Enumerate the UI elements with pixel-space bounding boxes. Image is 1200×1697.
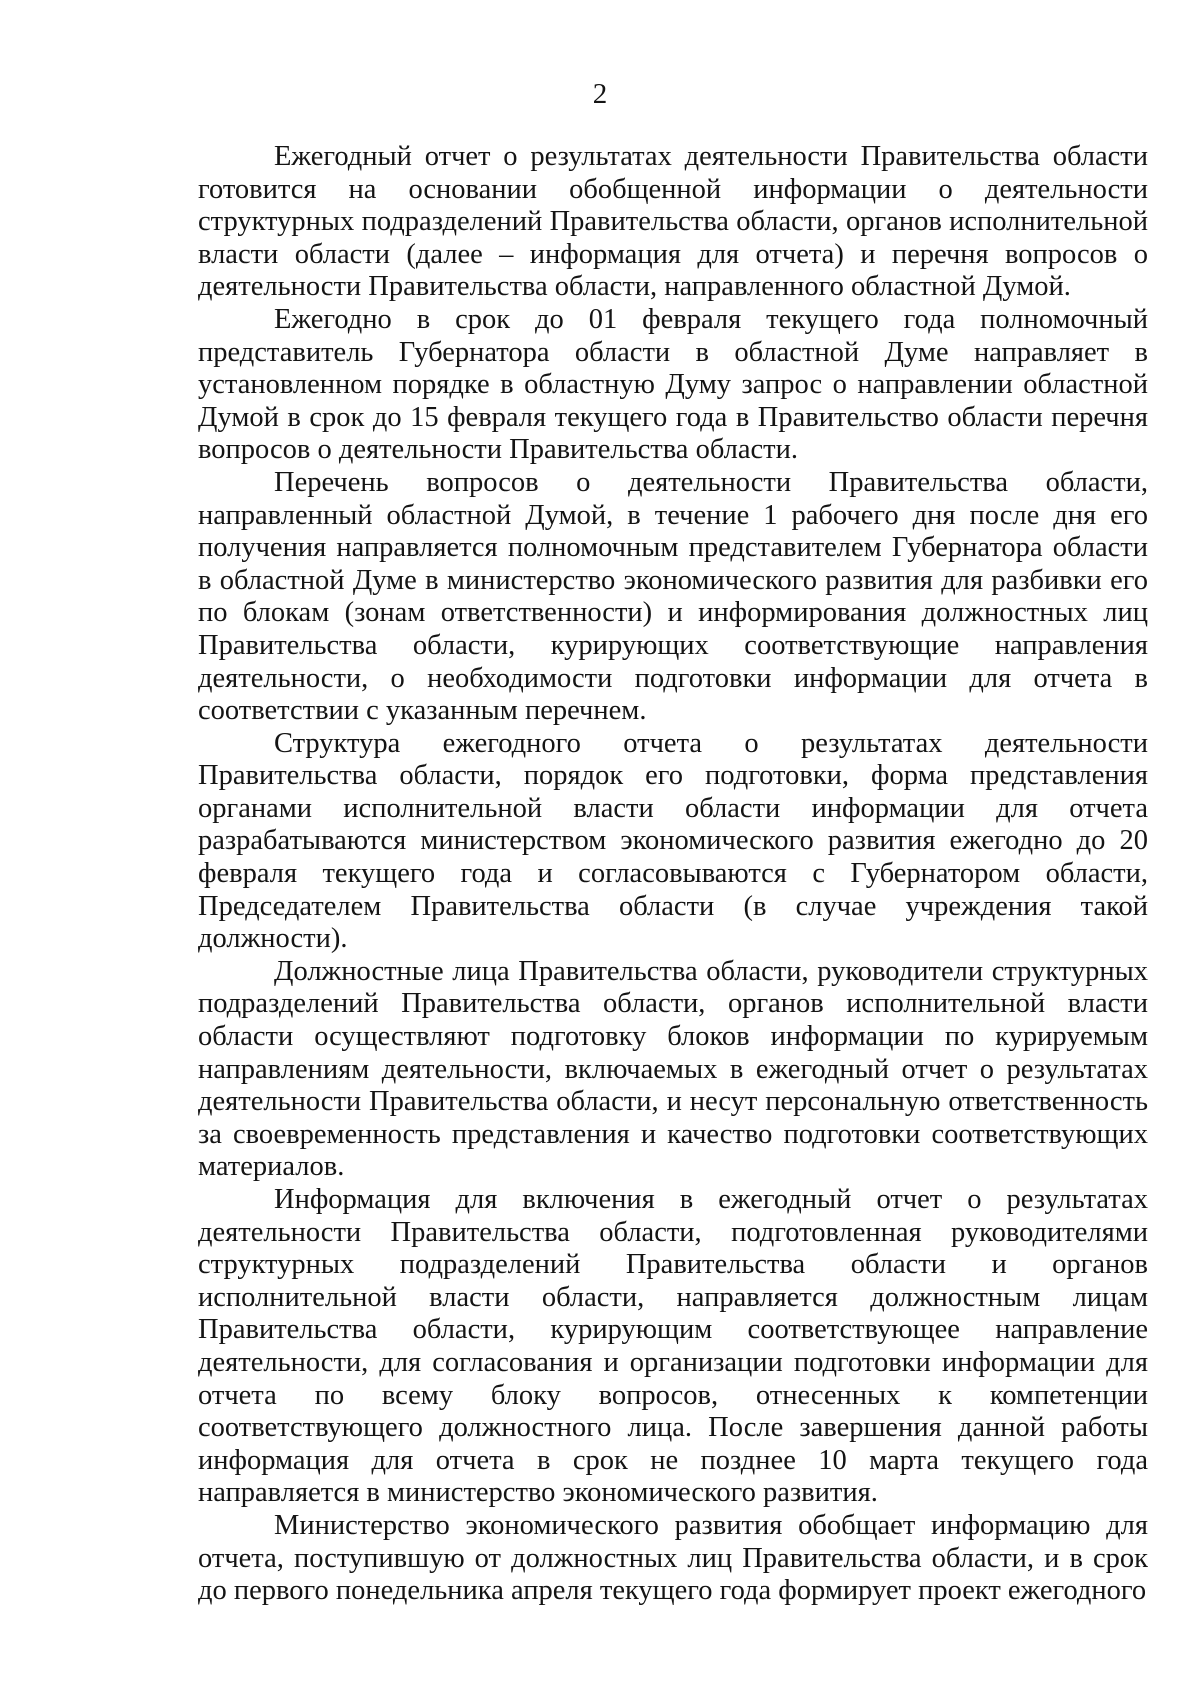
page-number: 2 xyxy=(592,78,608,110)
paragraph-ministry-summary: Министерство экономического развития обобщает информацию для отчета, поступившую от должностных лиц Правительства области, и в срок до первого понедельника апреля текущего года формирует проект ежегодного xyxy=(198,1509,1148,1607)
paragraph-duma-request: Ежегодно в срок до 01 февраля текущего года полномочный представитель Губернатора области в областной Думе направляет в установленном порядке в областную Думу запрос о направлении областной Думой в срок до 15 февраля текущего года в Правительство области перечня вопросов о деятельности Правительства области. xyxy=(198,303,1148,466)
paragraph-report-structure: Структура ежегодного отчета о результатах деятельности Правительства области, порядок его подготовки, форма представления органами исполнительной власти области информации для отчета разрабатываются министерством экономического развития ежегодно до 20 февраля текущего года и согласовываются с Губернатором области, Председателем Правительства области (в случае учреждения такой должности). xyxy=(198,727,1148,955)
paragraph-question-list: Перечень вопросов о деятельности Правительства области, направленный областной Думой, в течение 1 рабочего дня после дня его получения направляется полномочным представителем Губернатора области в областной Думе в министерство экономического развития для разбивки его по блокам (зонам ответственности) и информирования должностных лиц Правительства области, курирующих соответствующие направления деятельности, о необходимости подготовки информации для отчета в соответствии с указанным перечнем. xyxy=(198,466,1148,727)
document-body xyxy=(198,141,1148,1608)
paragraph-officials-responsibility: Должностные лица Правительства области, руководители структурных подразделений Правительства области, органов исполнительной власти области осуществляют подготовку блоков информации по курируемым направлениям деятельности, включаемых в ежегодный отчет о результатах деятельности Правительства области, и несут персональную ответственность за своевременность представления и качество подготовки соответствующих материалов. xyxy=(198,955,1148,1183)
paragraph-information-submission: Информация для включения в ежегодный отчет о результатах деятельности Правительства области, подготовленная руководителями структурных подразделений Правительства области и органов исполнительной власти области, направляется должностным лицам Правительства области, курирующим соответствующее направление деятельности, для согласования и организации подготовки информации для отчета по всему блоку вопросов, отнесенных к компетенции соответствующего должностного лица. После завершения данной работы информация для отчета в срок не позднее 10 марта текущего года направляется в министерство экономического развития. xyxy=(198,1184,1148,1509)
paragraph-annual-report-basis: Ежегодный отчет о результатах деятельности Правительства области готовится на основании обобщенной информации о деятельности структурных подразделений Правительства области, органов исполнительной власти области (далее – информация для отчета) и перечня вопросов о деятельности Правительства области, направленного областной Думой. xyxy=(198,141,1148,303)
